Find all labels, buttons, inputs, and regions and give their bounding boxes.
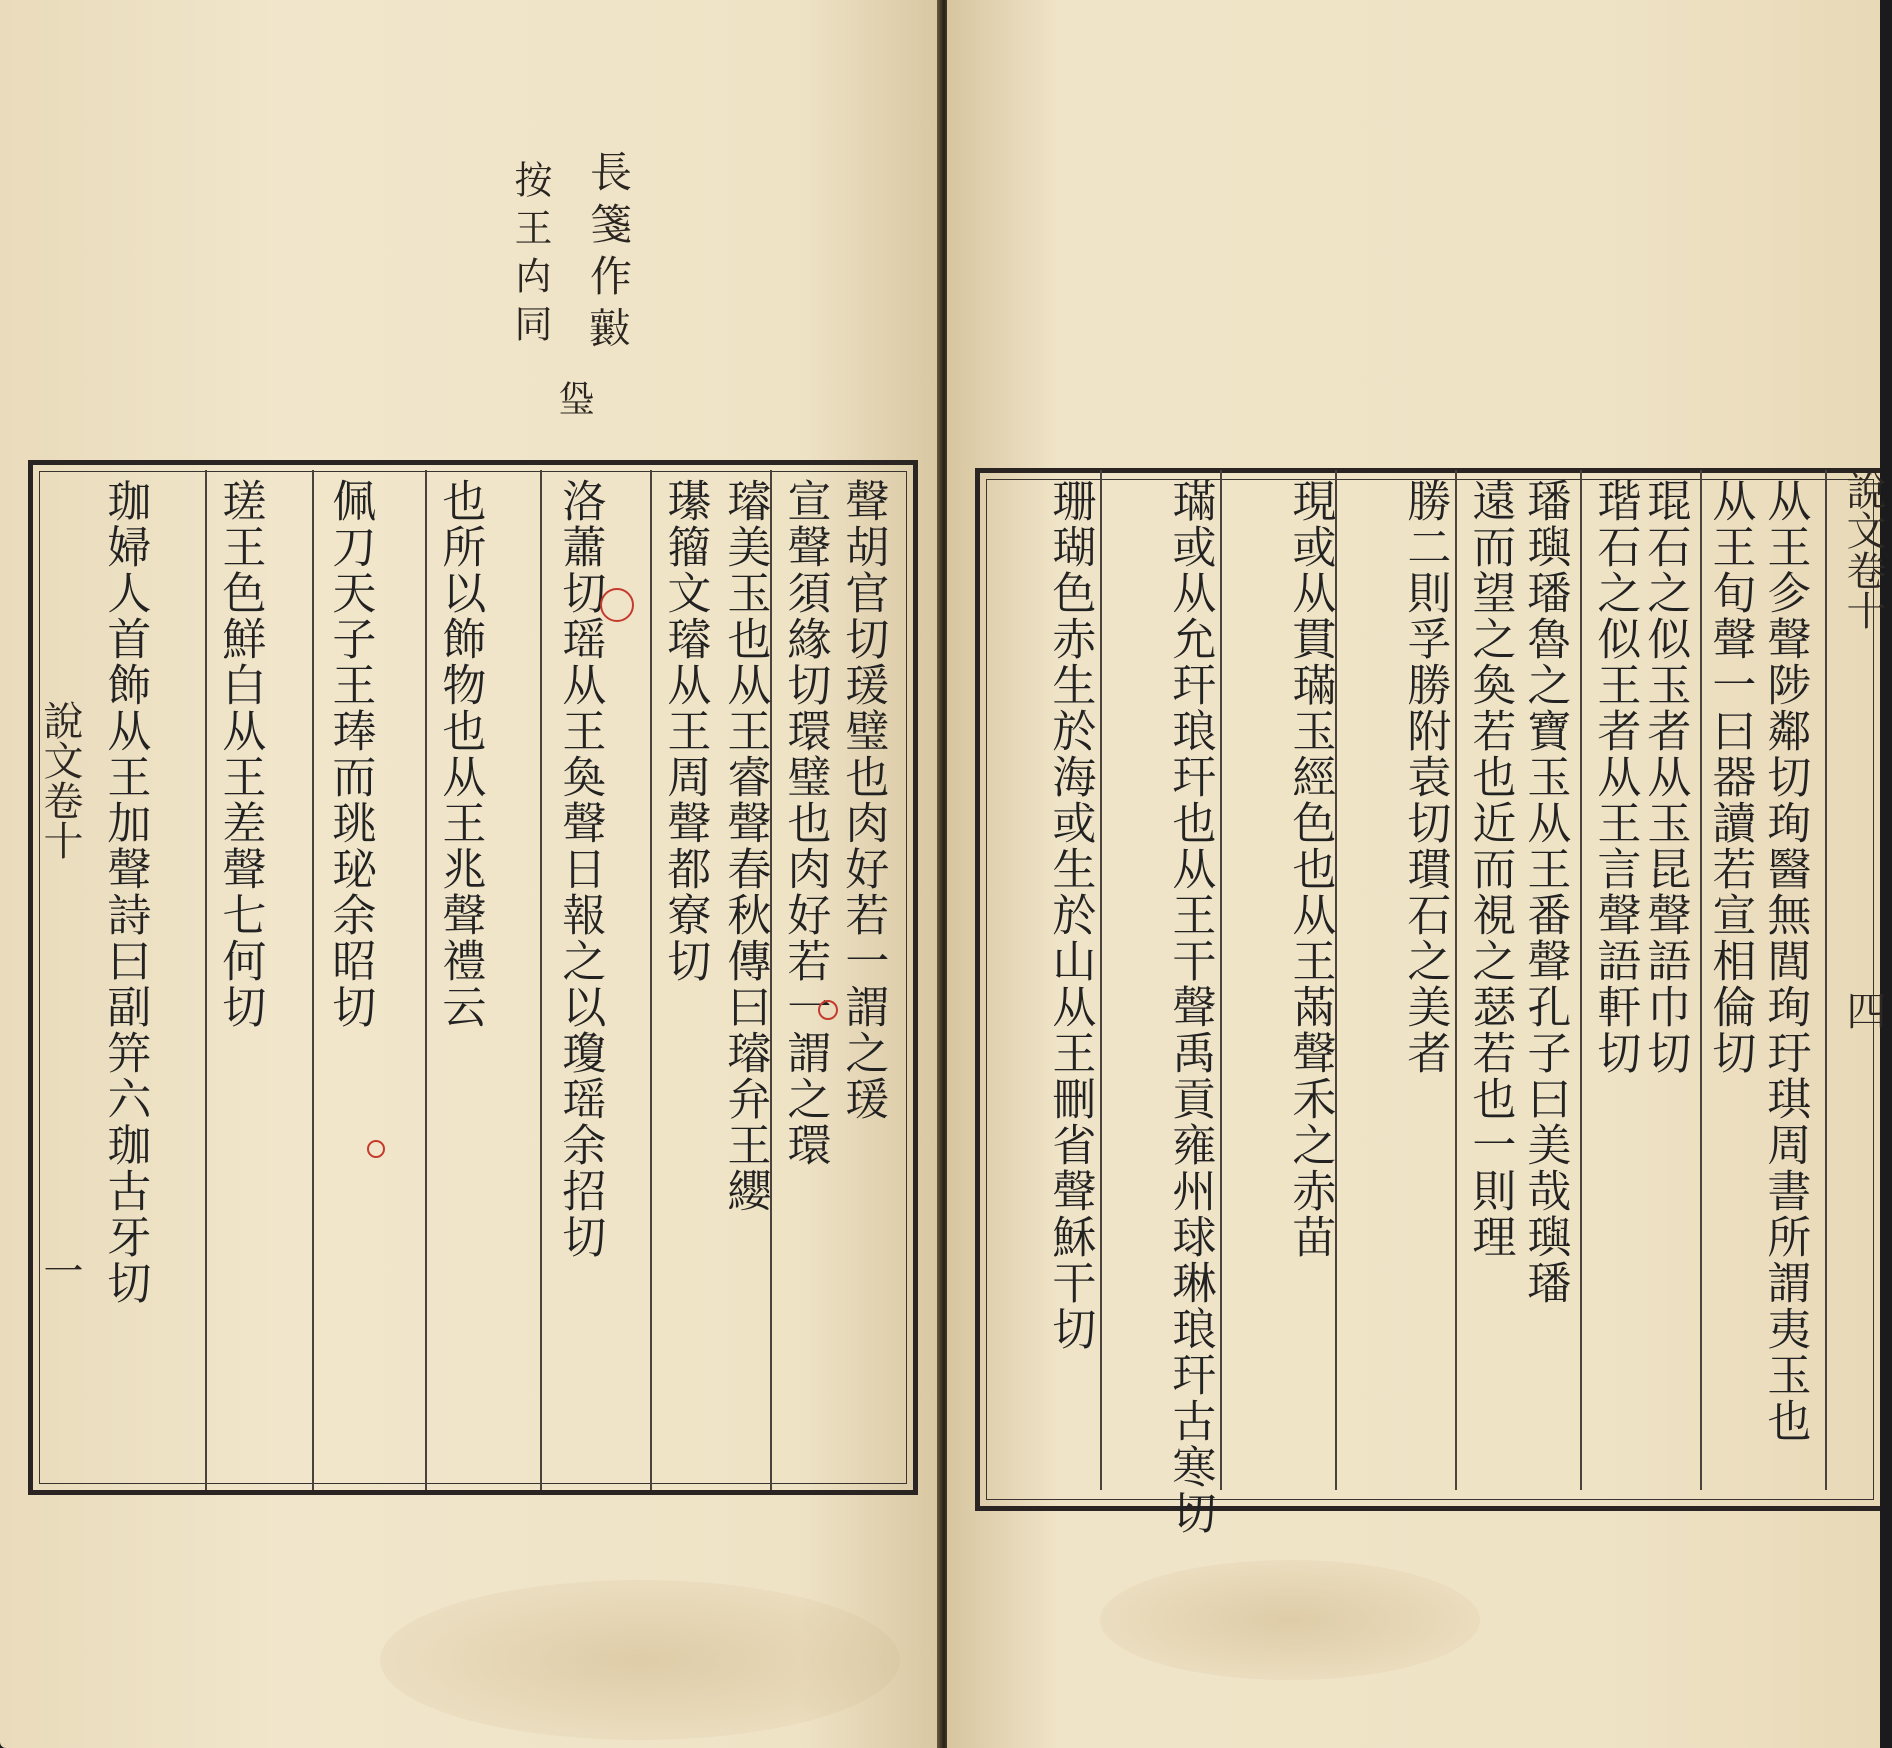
paper-stain <box>1100 1560 1480 1680</box>
red-seal-mark <box>600 588 634 622</box>
text-column: 琨石之似玉者从玉昆聲語巾切 <box>1639 478 1691 1076</box>
text-column: 瑳王色鮮白从王差聲七何切 <box>214 478 266 1030</box>
text-column: 珊瑚色赤生於海或生於山从王刪省聲穌干切 <box>1044 478 1096 1352</box>
right-page-folio: 四 <box>1840 990 1886 1030</box>
text-column: 𤪌籀文璿从王周聲都寮切 <box>659 478 711 984</box>
marginal-note-mark: 㺸 <box>553 380 594 426</box>
paper-stain <box>380 1580 900 1740</box>
text-column: 宣聲須緣切環璧也肉好若一謂之環 <box>779 478 831 1168</box>
text-column: 璊或从允玕琅玕也从王干聲禹貢雍州球琳琅玕古寒切 <box>1164 478 1216 1536</box>
text-column: 也所以飾物也从王兆聲禮云 <box>434 478 486 1030</box>
left-page-ear-label: 說文卷十 <box>37 700 83 860</box>
marginal-note-line-2: 按王禸同 <box>508 160 552 352</box>
red-circle-mark <box>818 1000 838 1020</box>
text-column: 从王旬聲一曰器讀若宣相倫切 <box>1704 478 1756 1076</box>
text-column: 珈婦人首飾从王加聲詩曰副笄六珈古牙切 <box>99 478 151 1306</box>
text-column: 从王㐱聲陟鄰切珣醫無閭珣玗琪周書所謂夷玉也 <box>1759 478 1811 1444</box>
text-column: 勝二則孚勝附袁切瑻石之美者 <box>1399 478 1451 1076</box>
text-column: 現或从貫璊玉經色也从王㒼聲禾之赤苗 <box>1284 478 1336 1260</box>
text-column: 聲胡官切瑗璧也肉好若一謂之瑗 <box>837 478 889 1122</box>
right-page-ear-label: 說文卷十 <box>1840 470 1886 630</box>
text-column: 佩刀天子王琫而珧珌余昭切 <box>324 478 376 1030</box>
text-column: 洛蕭切瑶从王奐聲日報之以瓊瑶余招切 <box>554 478 606 1260</box>
text-column: 璠璵璠魯之寶玉从王番聲孔子曰美哉璵璠 <box>1519 478 1571 1306</box>
text-column: 璿美玉也从王睿聲春秋傳曰璿弁王纓 <box>719 478 771 1214</box>
text-column: 瑎石之似王者从王言聲語軒切 <box>1589 478 1641 1076</box>
text-column: 遠而望之奐若也近而視之瑟若也一則理 <box>1464 478 1516 1260</box>
left-page-folio: 一 <box>37 1250 83 1290</box>
marginal-note-line-1: 長箋作𣀮 <box>584 150 633 358</box>
red-circle-mark <box>367 1140 385 1158</box>
